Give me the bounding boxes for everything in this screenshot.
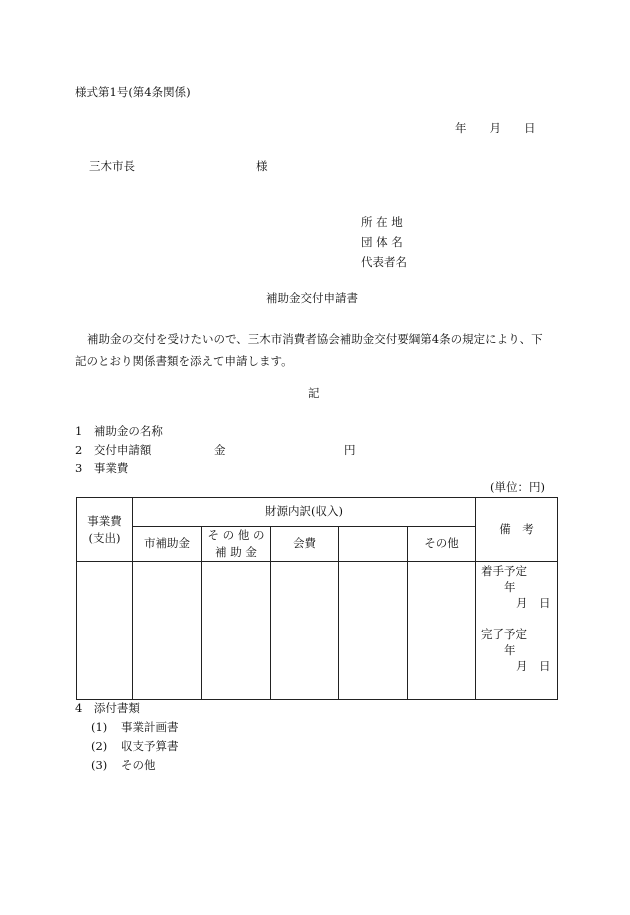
group-name-label: 団 体 名 xyxy=(361,235,403,249)
unit-note: (単位：円) xyxy=(490,480,545,494)
addressee: 三木市長 xyxy=(89,159,135,173)
cell-membership-fee[interactable] xyxy=(271,562,339,700)
cell-city-subsidy[interactable] xyxy=(133,562,202,700)
item-1: 1 補助金の名称 xyxy=(75,424,163,438)
body-line-2: 記のとおり関係書類を添えて申請します。 xyxy=(75,354,293,368)
attachment-1: 事業計画書 xyxy=(121,720,179,734)
attachment-2: 収支予算書 xyxy=(121,739,179,753)
representative-label: 代表者名 xyxy=(361,255,407,269)
cell-other-subsidy[interactable] xyxy=(202,562,271,700)
header-project-cost: 事業費 (支出) xyxy=(77,498,133,562)
attachment-3-number: (3) xyxy=(91,758,108,772)
start-label: 着手予定 xyxy=(481,564,527,578)
attachments-heading: 4 添付書類 xyxy=(75,701,140,715)
cell-remarks[interactable] xyxy=(476,562,558,700)
header-remarks: 備 考 xyxy=(476,498,558,562)
date-line: 年 月 日 xyxy=(455,121,536,135)
item-2: 2 交付申請額 xyxy=(75,443,152,457)
header-other-subsidy: そ の 他 の 補 助 金 xyxy=(202,527,271,562)
header-funding-breakdown: 財源内訳(収入) xyxy=(133,498,476,527)
body-paragraph xyxy=(75,328,555,372)
item-3: 3 事業費 xyxy=(75,461,129,475)
finish-label: 完了予定 xyxy=(481,627,527,641)
start-year: 年 xyxy=(504,580,516,594)
header-city-subsidy: 市補助金 xyxy=(133,527,202,562)
honorific: 様 xyxy=(256,159,268,173)
attachment-1-number: (1) xyxy=(91,720,108,734)
form-number: 様式第1号(第4条関係) xyxy=(75,85,191,99)
cell-blank[interactable] xyxy=(339,562,408,700)
item-2-unit: 円 xyxy=(344,443,356,457)
item-2-currency: 金 xyxy=(214,443,226,457)
document-title: 補助金交付申請書 xyxy=(266,291,358,305)
finish-year: 年 xyxy=(504,643,516,657)
finish-month-day: 月 日 xyxy=(516,659,551,673)
header-blank xyxy=(339,527,408,562)
project-cost-table xyxy=(76,497,558,700)
address-label: 所 在 地 xyxy=(361,215,403,229)
body-line-1: 補助金の交付を受けたいので、三木市消費者協会補助金交付要綱第4条の規定により、下 xyxy=(87,332,543,346)
cell-project-cost[interactable] xyxy=(77,562,133,700)
header-others: その他 xyxy=(408,527,476,562)
header-membership-fee: 会費 xyxy=(271,527,339,562)
ki-marker: 記 xyxy=(308,386,320,400)
cell-others[interactable] xyxy=(408,562,476,700)
attachment-2-number: (2) xyxy=(91,739,108,753)
attachment-3: その他 xyxy=(121,758,156,772)
start-month-day: 月 日 xyxy=(516,596,551,610)
